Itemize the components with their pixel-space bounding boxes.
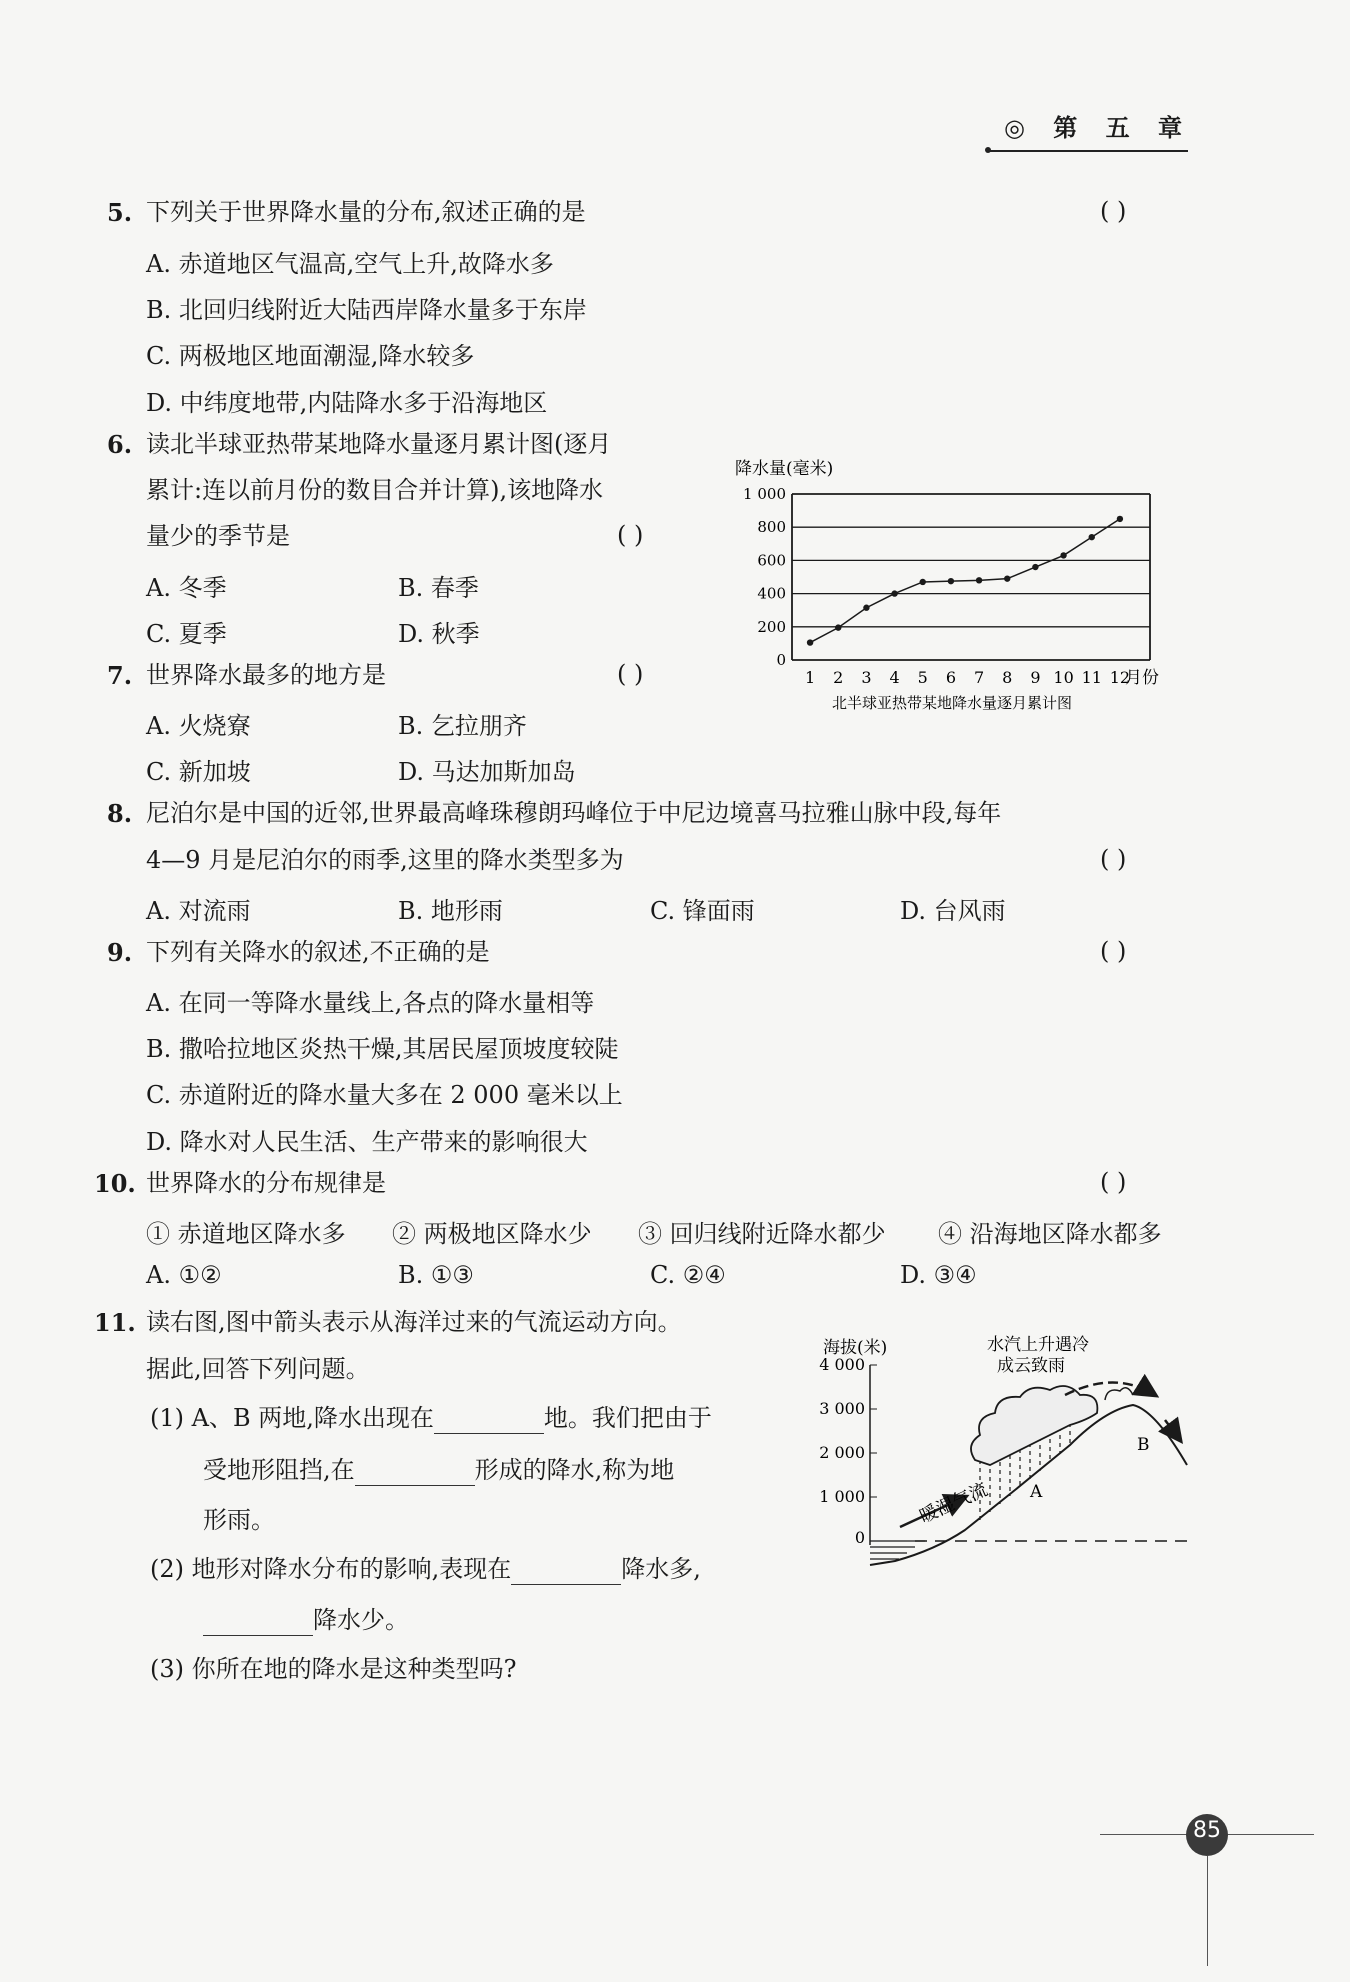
q8-number: 8.	[107, 799, 133, 828]
chart-x-tick-label: 7	[973, 668, 985, 687]
chart-title: 北半球亚热带某地降水量逐月累计图	[832, 694, 1073, 712]
q10-stem: 世界降水的分布规律是	[146, 1169, 386, 1197]
chart-data-point	[1004, 575, 1010, 581]
q11-part-2-text-c: 降水少。	[313, 1606, 409, 1634]
q5-option-c: C. 两极地区地面潮湿,降水较多	[146, 342, 475, 370]
diagram-y-axis-label: 海拔(米)	[823, 1338, 888, 1358]
q8-stem-line-2: 4—9 月是尼泊尔的雨季,这里的降水类型多为	[146, 846, 624, 874]
q9-option-b: B. 撒哈拉地区炎热干燥,其居民屋顶坡度较陡	[146, 1035, 619, 1063]
q8-stem-line-1: 尼泊尔是中国的近邻,世界最高峰珠穆朗玛峰位于中尼边境喜马拉雅山脉中段,每年	[146, 799, 1002, 827]
q11-stem-line-2: 据此,回答下列问题。	[146, 1355, 370, 1383]
q7-option-a: A. 火烧寮	[146, 712, 251, 740]
q11-part-3: (3) 你所在地的降水是这种类型吗?	[150, 1655, 517, 1683]
q10-option-a: A. ①②	[146, 1261, 222, 1289]
q10-answer-blank[interactable]: ( )	[1100, 1168, 1127, 1196]
q11-part-2-line-1	[150, 1554, 701, 1585]
chart-data-point	[891, 590, 897, 596]
q10-number: 10.	[94, 1169, 136, 1198]
q6-option-d: D. 秋季	[398, 620, 480, 648]
descending-airflow-arrow	[1165, 1420, 1180, 1440]
q11-part-2-blank-1[interactable]	[511, 1554, 621, 1585]
q10-item-4: ④ 沿海地区降水都多	[938, 1220, 1162, 1248]
q8-option-a: A. 对流雨	[146, 897, 251, 925]
chart-x-tick-label: 11	[1081, 668, 1102, 687]
point-b-label: B	[1137, 1435, 1150, 1455]
header-rule-dot	[985, 147, 991, 153]
q6-answer-blank[interactable]: ( )	[617, 521, 644, 549]
chart-x-tick-label: 12	[1109, 668, 1131, 687]
q8-option-c: C. 锋面雨	[650, 897, 755, 925]
q6-option-a: A. 冬季	[146, 574, 227, 602]
q8-option-d: D. 台风雨	[900, 897, 1006, 925]
q10-option-d: D. ③④	[900, 1261, 977, 1289]
footer-rule-vertical	[1207, 1856, 1208, 1966]
chart-data-point	[863, 605, 869, 611]
q11-stem-line-1: 读右图,图中箭头表示从海洋过来的气流运动方向。	[146, 1308, 682, 1336]
q10-option-b: B. ①③	[398, 1261, 474, 1289]
chart-series-line	[810, 519, 1120, 643]
q7-option-b: B. 乞拉朋齐	[398, 712, 527, 740]
rain-cloud	[971, 1386, 1097, 1465]
q6-option-b: B. 春季	[398, 574, 479, 602]
cloud-label-line-1: 水汽上升遇冷	[987, 1335, 1089, 1355]
q6-number: 6.	[107, 430, 133, 459]
q11-part-1-text-e: 形雨。	[203, 1506, 275, 1534]
small-cloud	[1105, 1388, 1133, 1400]
q5-option-b: B. 北回归线附近大陆西岸降水量多于东岸	[146, 296, 587, 324]
q5-stem: 下列关于世界降水量的分布,叙述正确的是	[146, 198, 586, 226]
sea-surface	[870, 1541, 925, 1559]
chart-x-tick-label: 1	[804, 668, 816, 687]
q5-option-a: A. 赤道地区气温高,空气上升,故降水多	[146, 250, 554, 278]
diagram-tick-label: 3 000	[819, 1399, 865, 1418]
q9-option-d: D. 降水对人民生活、生产带来的影响很大	[146, 1128, 588, 1156]
chart-y-axis-label: 降水量(毫米)	[735, 459, 834, 479]
diagram-tick-label: 1 000	[819, 1487, 865, 1506]
q11-part-1-text-c: 受地形阻挡,在	[203, 1456, 355, 1484]
q9-number: 9.	[107, 938, 133, 967]
chart-x-tick-label: 2	[833, 668, 844, 687]
chart-y-tick-label: 400	[757, 584, 786, 603]
q6-option-c: C. 夏季	[146, 620, 227, 648]
q11-part-1-text-a: (1) A、B 两地,降水出现在	[150, 1404, 434, 1432]
chart-data-point	[1089, 534, 1095, 540]
chart-x-tick-label: 10	[1053, 668, 1074, 687]
chart-data-point	[948, 578, 954, 584]
q11-part-1-blank-2[interactable]	[355, 1455, 475, 1486]
q5-number: 5.	[107, 198, 133, 227]
diagram-tick-label: 2 000	[819, 1443, 865, 1462]
q8-answer-blank[interactable]: ( )	[1100, 845, 1127, 873]
q7-stem: 世界降水最多的地方是	[146, 661, 386, 689]
q5-option-d: D. 中纬度地带,内陆降水多于沿海地区	[146, 389, 548, 417]
chart-y-tick-label: 200	[757, 617, 786, 636]
chart-data-point	[1032, 564, 1038, 570]
q7-number: 7.	[107, 661, 133, 690]
q11-number: 11.	[94, 1308, 136, 1337]
chart-x-tick-label: 6	[945, 668, 957, 687]
q8-option-b: B. 地形雨	[398, 897, 503, 925]
q6-stem-line-2: 累计:连以前月份的数目合并计算),该地降水	[146, 476, 604, 504]
q7-option-d: D. 马达加斯加岛	[398, 758, 576, 786]
q6-stem-line-3: 量少的季节是	[146, 522, 290, 550]
q11-part-1-blank-1[interactable]	[434, 1403, 544, 1434]
chart-data-point	[835, 624, 841, 630]
q5-answer-blank[interactable]: ( )	[1100, 197, 1127, 225]
q7-option-c: C. 新加坡	[146, 758, 251, 786]
q10-item-1: ① 赤道地区降水多	[146, 1220, 346, 1248]
chart-data-point	[976, 577, 982, 583]
header-rule	[988, 150, 1188, 152]
q10-item-2: ② 两极地区降水少	[392, 1220, 592, 1248]
chart-data-point	[1060, 552, 1066, 558]
q11-part-1-line-2	[203, 1455, 674, 1486]
chart-x-tick-label: 4	[889, 668, 900, 687]
chart-y-tick-label: 800	[757, 518, 786, 537]
q9-option-c: C. 赤道附近的降水量大多在 2 000 毫米以上	[146, 1081, 623, 1109]
q10-item-3: ③ 回归线附近降水都少	[638, 1220, 886, 1248]
chart-data-point	[920, 579, 926, 585]
q6-stem-line-1: 读北半球亚热带某地降水量逐月累计图(逐月	[146, 430, 612, 458]
q10-option-c: C. ②④	[650, 1261, 726, 1289]
q11-part-1-line-1	[150, 1403, 712, 1434]
chart-y-tick-label: 0	[776, 651, 786, 669]
q9-answer-blank[interactable]: ( )	[1100, 937, 1127, 965]
q11-part-2-blank-2[interactable]	[203, 1605, 313, 1636]
chart-x-tick-label: 8	[1002, 668, 1013, 687]
q11-part-2-text-a: (2) 地形对降水分布的影响,表现在	[150, 1555, 512, 1583]
chapter-header: ◎ 第 五 章	[1003, 113, 1192, 142]
chart-data-point	[1117, 516, 1123, 522]
q11-part-2-line-2	[203, 1605, 409, 1636]
q7-answer-blank[interactable]: ( )	[617, 660, 644, 688]
q11-part-1-text-b: 地。我们把由于	[543, 1404, 712, 1432]
orographic-rain-diagram	[815, 1325, 1190, 1585]
precipitation-cumulative-chart	[730, 450, 1200, 720]
chart-y-tick-label: 600	[757, 551, 786, 570]
diagram-tick-label: 0	[854, 1528, 865, 1547]
chart-x-axis-label: 月份	[1125, 668, 1159, 688]
q11-part-2-text-b: 降水多,	[621, 1555, 701, 1583]
chart-x-tick-label: 3	[861, 668, 872, 687]
diagram-tick-label: 4 000	[819, 1355, 865, 1374]
q11-part-1-text-d: 形成的降水,称为地	[474, 1456, 675, 1484]
page-number: 85	[1193, 1818, 1221, 1843]
chart-y-tick-label: 1 000	[743, 485, 786, 503]
chart-x-tick-label: 5	[917, 668, 928, 687]
warm-moist-airflow-label: 暖湿气流	[916, 1479, 991, 1528]
q9-option-a: A. 在同一等降水量线上,各点的降水量相等	[146, 989, 595, 1017]
point-a-label: A	[1030, 1482, 1043, 1502]
chart-x-tick-label: 9	[1030, 668, 1041, 687]
cloud-label-line-2: 成云致雨	[997, 1356, 1065, 1376]
q9-stem: 下列有关降水的叙述,不正确的是	[146, 938, 490, 966]
chart-data-point	[807, 639, 813, 645]
